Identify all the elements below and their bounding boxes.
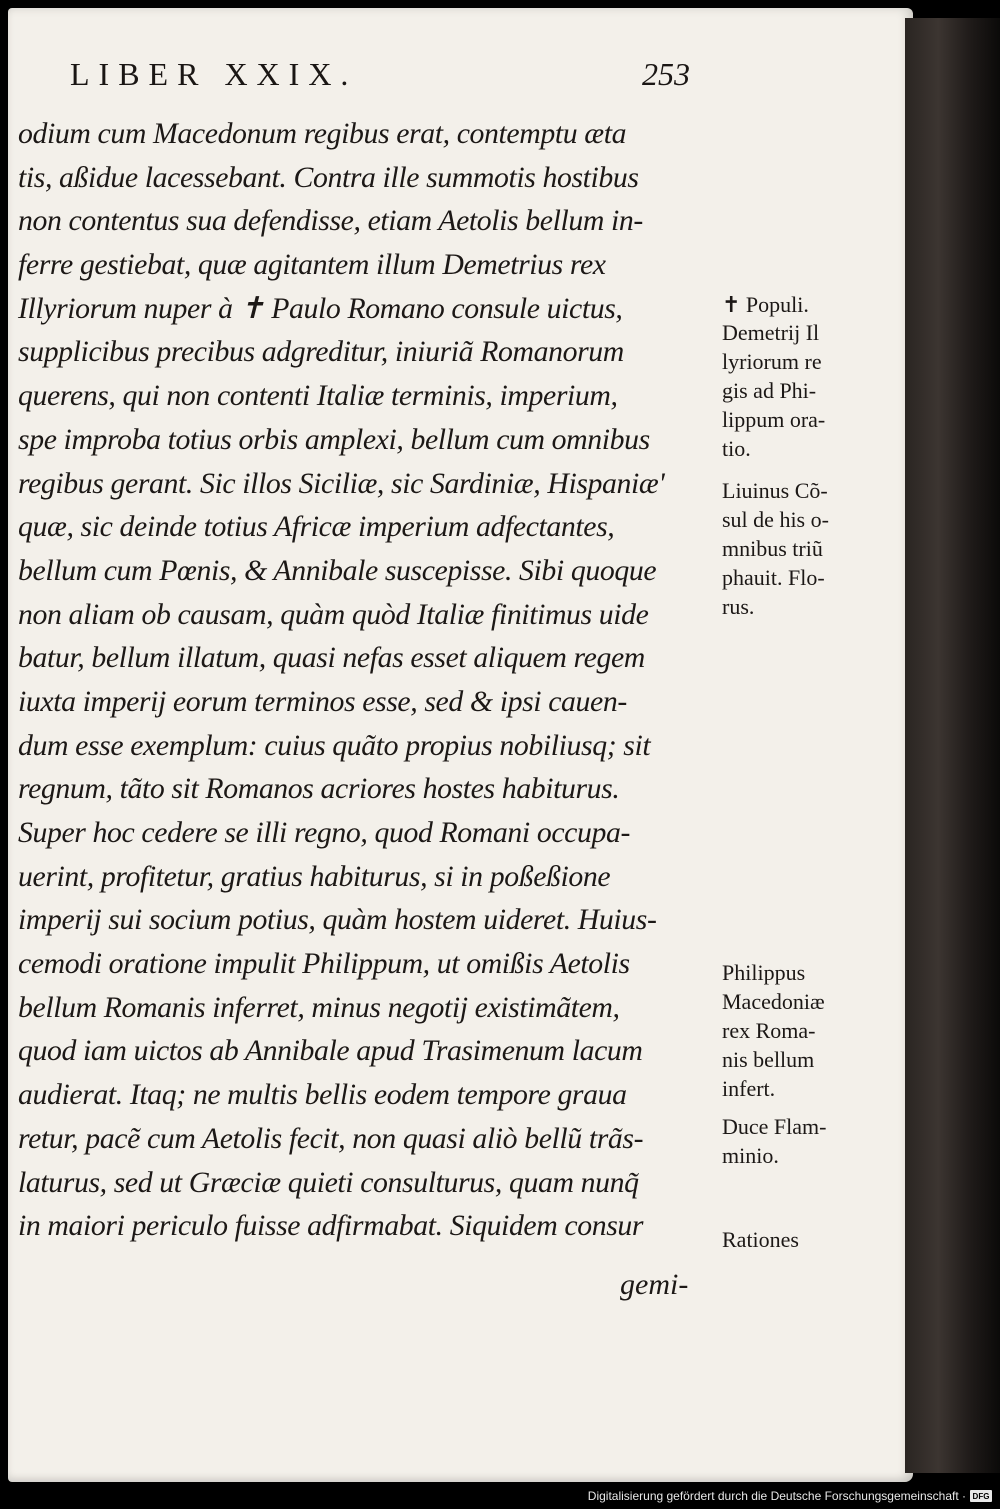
text-line: bellum cum Pœnis, & Annibale suscepisse. Sibi quoque <box>18 553 657 587</box>
text-line: batur, bellum illatum, quasi nefas esset aliquem regem <box>18 641 645 675</box>
dfg-logo-icon: DFG <box>970 1490 992 1502</box>
text-line: bellum Romanis inferret, minus negotij existimãtem, <box>18 990 620 1024</box>
text-line: tis, aßidue lacessebant. Contra ille summotis hostibus <box>18 160 639 194</box>
marginal-note-line: Macedoniæ <box>722 989 825 1014</box>
text-line: odium cum Macedonum regibus erat, contemptu æta <box>18 117 627 150</box>
text-line: in maiori periculo fuisse adfirmabat. Siquidem consur <box>18 1209 644 1243</box>
marginal-note <box>722 1112 826 1170</box>
marginal-note <box>722 1225 799 1254</box>
marginal-note-line: ✝ Populi. <box>722 292 809 317</box>
text-line: Illyriorum nuper à ✝ Paulo Romano consule uictus, <box>18 291 623 325</box>
marginal-note-line: lyriorum re <box>722 349 822 374</box>
text-line: dum esse exemplum: cuius quãto propius nobiliusq; sit <box>18 728 651 762</box>
text-line: quæ, sic deinde totius Africæ imperium adfectantes, <box>18 510 615 544</box>
page-header <box>70 56 690 104</box>
text-line: laturus, sed ut Græciæ quieti consulturus, quam nunq̃ <box>18 1165 639 1199</box>
marginal-note-line: gis ad Phi- <box>722 378 817 403</box>
text-line: supplicibus precibus adgreditur, iniuriã Romanorum <box>18 335 624 369</box>
catchword: gemi- <box>620 1268 689 1301</box>
marginal-note-line: Duce Flam- <box>722 1114 827 1139</box>
marginal-note-line: minio. <box>722 1143 779 1168</box>
marginal-note-line: Demetrij Il <box>722 320 820 345</box>
text-line: regibus gerant. Sic illos Siciliæ, sic Sardiniæ, Hispaniæ' <box>18 466 665 500</box>
marginal-note-line: phauit. Flo- <box>722 565 825 590</box>
text-line: non aliam ob causam, quàm quòd Italiæ finitimus uide <box>18 597 649 631</box>
marginal-note <box>722 290 809 319</box>
text-line: cemodi oratione impulit Philippum, ut omißis Aetolis <box>18 947 630 981</box>
marginal-note <box>722 318 825 463</box>
marginal-note-line: infert. <box>722 1076 776 1101</box>
marginal-note-line: mnibus triũ <box>722 536 823 561</box>
marginal-note-line: nis bellum <box>722 1047 815 1072</box>
marginal-note-line: tio. <box>722 436 751 461</box>
text-line: audierat. Itaq; ne multis bellis eodem tempore graua <box>18 1078 627 1112</box>
marginal-note-line: sul de his o- <box>722 507 829 532</box>
text-line: regnum, tãto sit Romanos acriores hostes habiturus. <box>18 772 620 806</box>
text-line: uerint, profitetur, gratius habiturus, si in poßeßione <box>18 859 611 893</box>
running-title: LIBER XXIX. <box>70 56 358 92</box>
page-number: 253 <box>642 56 690 92</box>
text-line: imperij sui socium potius, quàm hostem uideret. Huius- <box>18 903 657 937</box>
marginal-note-line: rex Roma- <box>722 1018 816 1043</box>
text-line: querens, qui non contenti Italiæ terminis, imperium, <box>18 379 618 413</box>
marginal-note-line: Philippus <box>722 960 806 985</box>
text-line: ferre gestiebat, quæ agitantem illum Demetrius rex <box>18 248 606 282</box>
marginal-note-line: Rationes <box>722 1227 799 1252</box>
text-line: retur, pacẽ cum Aetolis fecit, non quasi aliò bellũ trãs- <box>18 1121 644 1155</box>
marginal-note-line: lippum ora- <box>722 407 826 432</box>
marginal-note <box>722 476 829 621</box>
footer-credit: Digitalisierung gefördert durch die Deutsche Forschungsgemeinschaft · <box>587 1489 966 1503</box>
digitization-footer <box>588 1487 992 1505</box>
main-text-block <box>18 112 718 1248</box>
marginal-note <box>722 958 825 1103</box>
marginal-note-line: rus. <box>722 594 755 619</box>
text-line: spe improba totius orbis amplexi, bellum cum omnibus <box>18 422 650 456</box>
text-line: quod iam uictos ab Annibale apud Trasimenum lacum <box>18 1034 643 1068</box>
adjacent-page-edge <box>905 18 1000 1473</box>
text-line: non contentus sua defendisse, etiam Aetolis bellum in- <box>18 204 643 238</box>
text-line: Super hoc cedere se illi regno, quod Romani occupa- <box>18 816 630 849</box>
text-line: iuxta imperij eorum terminos esse, sed & ipsi cauen- <box>18 684 627 718</box>
marginal-note-line: Liuinus Cõ- <box>722 478 828 503</box>
